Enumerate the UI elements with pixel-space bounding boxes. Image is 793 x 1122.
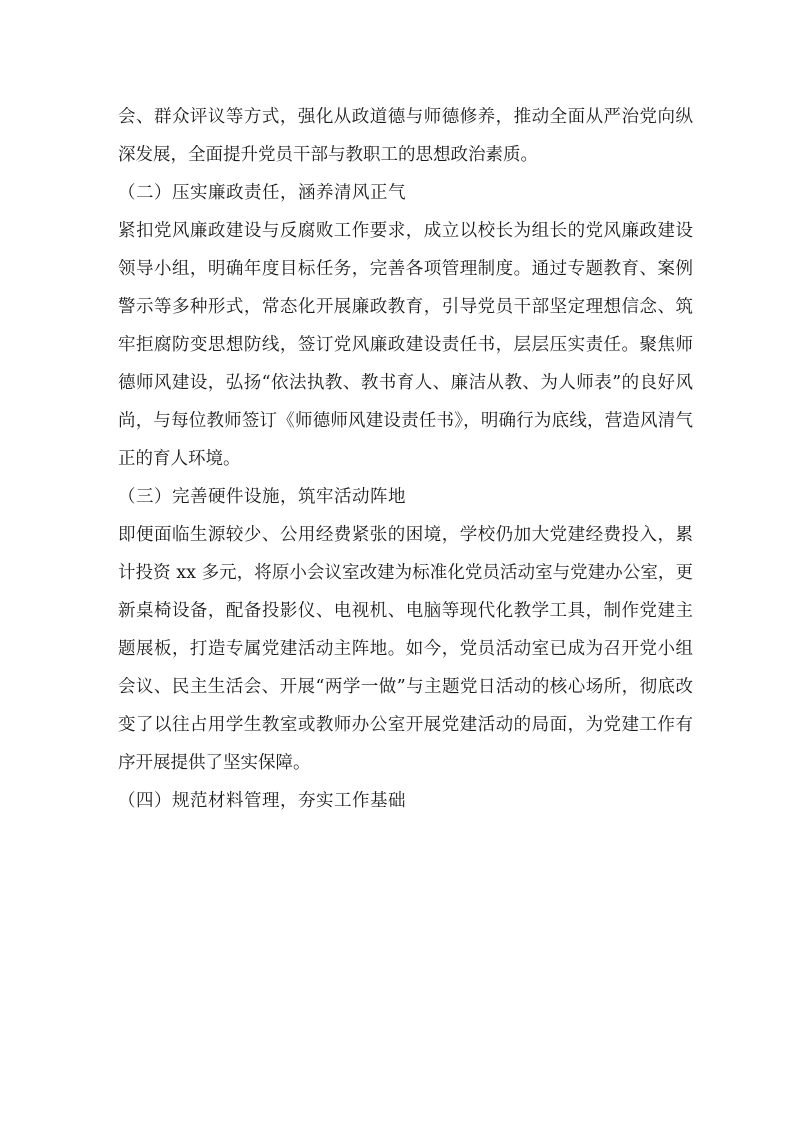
section-heading-3: （三）完善硬件设施，筑牢活动阵地 <box>118 487 406 507</box>
paragraph-continued: 会、群众评议等方式，强化从政道德与师德修养，推动全面从严治党向纵深发展，全面提升党员干部与教职工的思想政治素质。 <box>118 107 693 165</box>
section-heading-4: （四）规范材料管理，夯实工作基础 <box>118 791 406 811</box>
section-heading-2: （二）压实廉政责任，涵养清风正气 <box>118 183 406 203</box>
document-body <box>118 98 693 820</box>
paragraph-integrity: 紧扣党风廉政建设与反腐败工作要求，成立以校长为组长的党风廉政建设领导小组，明确年度目标任务，完善各项管理制度。通过专题教育、案例警示等多种形式，常态化开展廉政教育，引导党员干部坚定理想信念、筑牢拒腐防变思想防线，签订党风廉政建设责任书，层层压实责任。聚焦师德师风建设，弘扬“依法执教、教书育人、廉洁从教、为人师表”的良好风尚，与每位教师签订《师德师风建设责任书》，明确行为底线，营造风清气正的育人环境。 <box>118 221 693 469</box>
paragraph-facilities: 即便面临生源较少、公用经费紧张的困境，学校仍加大党建经费投入，累计投资 xx 多元，将原小会议室改建为标准化党员活动室与党建办公室，更新桌椅设备，配备投影仪、电视机、电脑等现代化教学工具，制作党建主题展板，打造专属党建活动主阵地。如今，党员活动室已成为召开党小组会议、民主生活会、开展“两学一做”与主题党日活动的核心场所，彻底改变了以往占用学生教室或教师办公室开展党建活动的局面，为党建工作有序开展提供了坚实保障。 <box>118 525 693 773</box>
